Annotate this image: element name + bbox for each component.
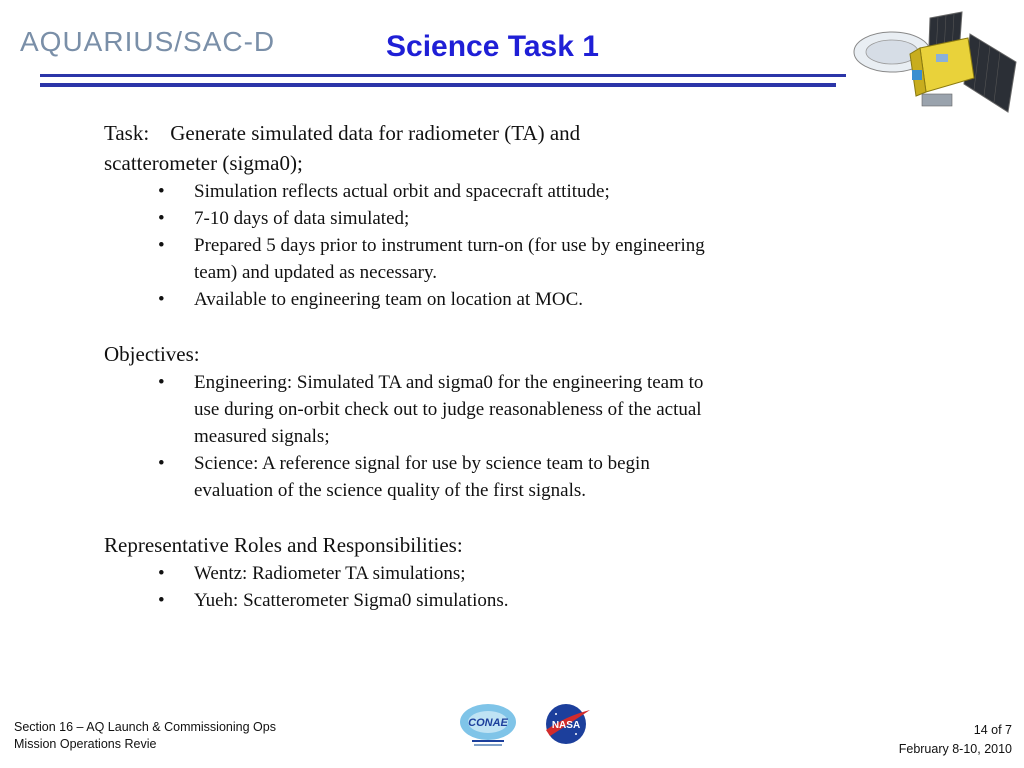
roles-bullet-1: • Wentz: Radiometer TA simulations; — [158, 563, 466, 584]
footer-section-line-2: Mission Operations Revie — [14, 737, 157, 751]
logo-text: AQUARIUS/SAC-D — [20, 26, 276, 57]
roles-bullet-2: • Yueh: Scatterometer Sigma0 simulations. — [158, 590, 509, 611]
task-bullet-3: • Prepared 5 days prior to instrument turn-on (for use by engineering team) and updated as necessary. — [158, 235, 705, 283]
objectives-heading: Objectives: — [104, 342, 200, 366]
task-bullet-4: • Available to engineering team on location at MOC. — [158, 289, 584, 310]
objectives-bullet-2: • Science: A reference signal for use by science team to begin evaluation of the science quality of the first signals. — [158, 453, 650, 501]
conae-logo — [458, 700, 522, 750]
bullet-text: Engineering: Simulated TA and sigma0 for the engineering team to — [194, 372, 704, 393]
task-line-1 — [104, 118, 834, 148]
bullet-text: Wentz: Radiometer TA simulations; — [194, 563, 466, 584]
bullet-text: Prepared 5 days prior to instrument turn-on (for use by engineering — [194, 235, 705, 256]
nasa-logo-text: NASA — [551, 720, 581, 731]
page-number: 14 of 7 — [973, 723, 1012, 737]
roles-heading: Representative Roles and Responsibilities: — [104, 533, 463, 557]
roles-bullet-list — [104, 560, 834, 614]
bullet-text: measured signals; — [194, 426, 330, 447]
objectives-bullet-list — [104, 369, 834, 504]
task-text-2: scatterometer (sigma0); — [104, 151, 303, 175]
roles-section — [104, 530, 834, 614]
objectives-section — [104, 339, 834, 504]
task-bullet-list — [104, 178, 834, 313]
bullet-text: use during on-orbit check out to judge reasonableness of the actual — [194, 399, 702, 420]
footer-section-line-1: Section 16 – AQ Launch & Commissioning Ops — [14, 720, 276, 734]
bullet-text: Simulation reflects actual orbit and spacecraft attitude; — [194, 181, 610, 202]
slide-body — [104, 118, 834, 640]
bullet-text: Science: A reference signal for use by science team to begin — [194, 453, 650, 474]
task-text-1: Generate simulated data for radiometer (TA) and — [170, 121, 581, 145]
bullet-text: Available to engineering team on location at MOC. — [194, 289, 584, 310]
conae-logo-text: CONAE — [468, 717, 508, 729]
footer-page-info — [899, 721, 1012, 759]
task-label: Task: — [104, 121, 150, 145]
task-bullet-1: • Simulation reflects actual orbit and spacecraft attitude; — [158, 181, 610, 202]
footer-section-info — [14, 719, 276, 753]
header-rule-bottom — [40, 83, 836, 87]
bullet-text: evaluation of the science quality of the first signals. — [194, 480, 587, 501]
bullet-text: 7-10 days of data simulated; — [194, 208, 410, 229]
footer-date: February 8-10, 2010 — [898, 742, 1012, 756]
task-section — [104, 118, 834, 313]
objectives-bullet-1: • Engineering: Simulated TA and sigma0 for the engineering team to use during on-orbit check out to judge reasonableness of the actual measured signals; — [158, 372, 704, 447]
bullet-text: team) and updated as necessary. — [194, 262, 438, 283]
task-bullet-2: • 7-10 days of data simulated; — [158, 208, 410, 229]
header-rule-top — [40, 74, 846, 77]
page-title: Science Task 1 — [386, 30, 599, 63]
bullet-text: Yueh: Scatterometer Sigma0 simulations. — [194, 590, 509, 611]
aquarius-sacd-logo — [20, 26, 275, 58]
satellite-illustration — [850, 8, 1020, 120]
nasa-logo — [542, 700, 594, 746]
